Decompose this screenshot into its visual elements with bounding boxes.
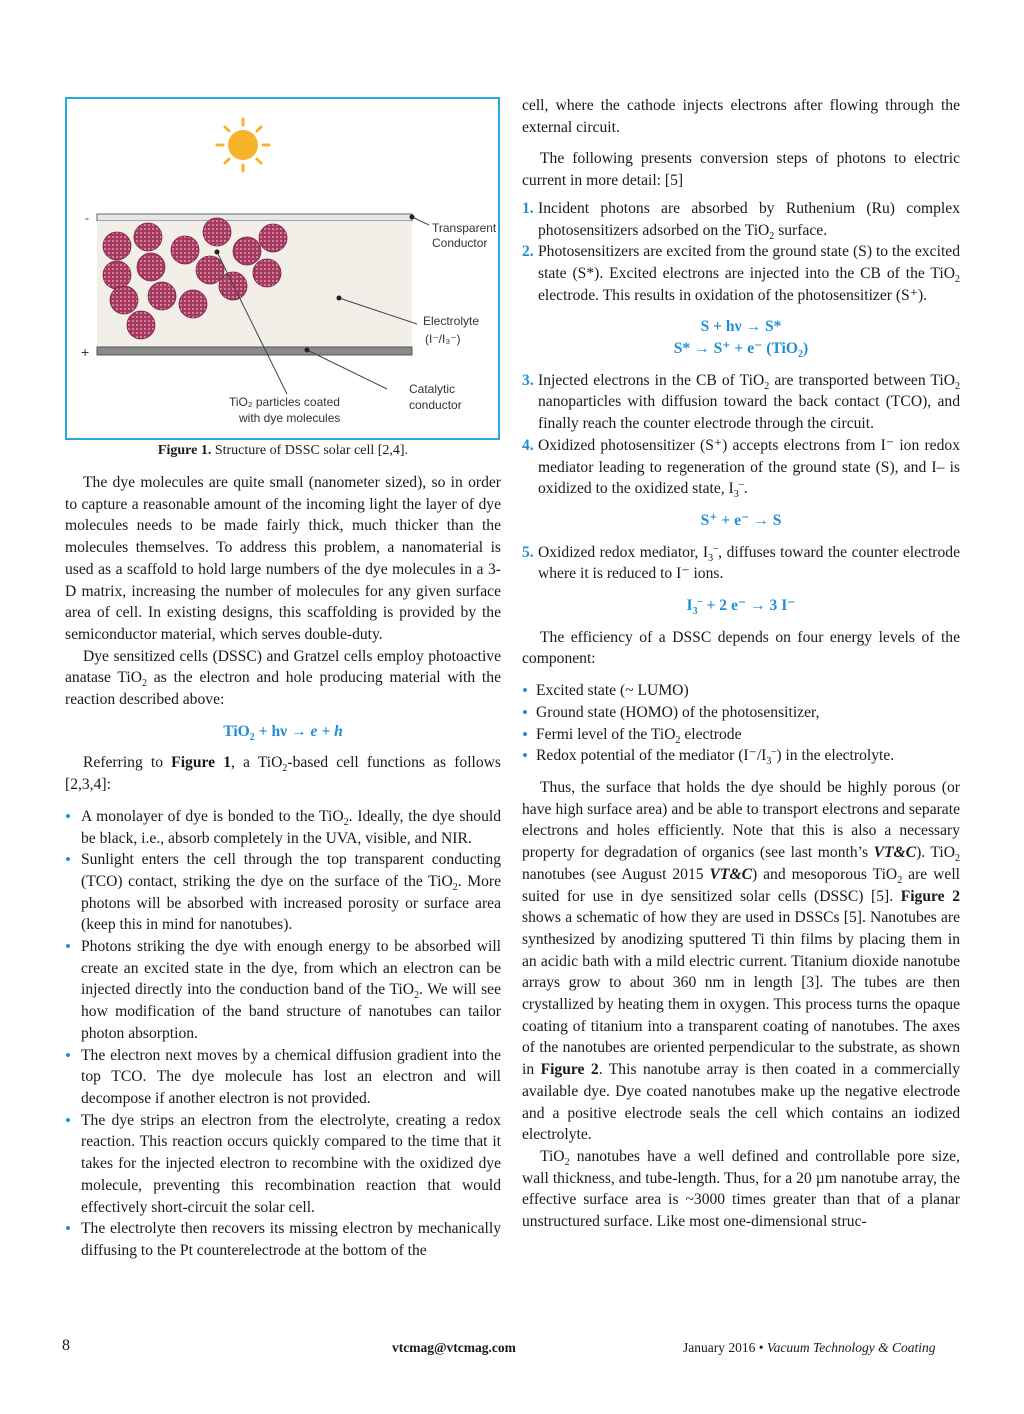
- right-column: [522, 95, 960, 1233]
- transparent-conductor-label-1: Transparent: [432, 221, 497, 235]
- list-item: • A monolayer of dye is bonded to the TiO$_2$. Ideally, the dye should be black, i.e., absorb completely in the UVA, visible, and NIR.: [65, 806, 501, 849]
- equation: S* → S⁺ + e⁻ (TiO$_2$): [673, 340, 809, 361]
- list-item: • Ground state (HOMO) of the photosensitizer,: [522, 702, 960, 724]
- list-item: • Fermi level of the TiO$_2$ electrode: [522, 724, 960, 746]
- footer-issue: January 2016 • Vacuum Technology & Coating: [683, 1340, 936, 1355]
- minus-terminal-label: -: [85, 211, 89, 225]
- paragraph: The dye molecules are quite small (nanometer sized), so in order to capture a reasonable amount of the incoming light the layer of dye molecules needs to be made fairly thick, much thicker than the molecules themselves. To address this problem, a nanomaterial is used as a scaffold to hold large numbers of the dye molecules in a 3-D matrix, increasing the number of molecules for any given surface area of cell. In existing designs, this scaffolding is provided by the semiconductor material, which serves double-duty.: [65, 474, 501, 643]
- catalytic-conductor-label-1: Catalytic: [409, 382, 456, 396]
- list-item: • Redox potential of the mediator $(I^-/I_3^-)$ in the electrolyte.: [522, 745, 960, 767]
- page-number: 8: [62, 1337, 70, 1354]
- transparent-conductor-layer: [97, 214, 412, 221]
- list-item: • The dye strips an electron from the electrolyte, creating a redox reaction. This reaction occurs quickly compared to the time that it takes for the injected electron to recombine with the oxidized dye molecule, preventing this recombination reaction that would effectively short-circuit the solar cell.: [65, 1110, 501, 1219]
- electrolyte-label: Electrolyte: [423, 314, 480, 328]
- paragraph: Dye sensitized cells (DSSC) and Gratzel cells employ photoactive anatase TiO$_2$ as the electron and hole producing material with the reaction described above:: [65, 647, 501, 709]
- left-column: [65, 472, 501, 1272]
- steps-list: [522, 198, 960, 307]
- transparent-conductor-label-2: Conductor: [432, 236, 488, 250]
- dssc-diagram: [67, 99, 498, 438]
- paragraph: The efficiency of a DSSC depends on four energy levels of the component:: [522, 628, 960, 668]
- equation: S⁺ + e⁻ → S: [700, 511, 782, 529]
- list-item: 1. Incident photons are absorbed by Ruthenium (Ru) complex photosensitizers adsorbed on the TiO$_2$ surface.: [522, 199, 960, 242]
- figure-1: [65, 97, 500, 440]
- sun-icon: [217, 119, 269, 171]
- steps-list: [522, 542, 960, 585]
- list-item: • The electron next moves by a chemical diffusion gradient into the top TCO. The dye molecule has lost an electron and will decompose if another electron is not provided.: [65, 1045, 501, 1110]
- catalytic-conductor-layer: [97, 347, 412, 355]
- equation: S + hν → S*: [700, 318, 782, 336]
- paragraph: Referring to Figure 1, a TiO$_2$-based cell functions as follows [2,3,4]:: [65, 754, 501, 794]
- equation: $I_3^- + 2$ e⁻ → 3 I⁻: [686, 595, 796, 618]
- tio2-particles-label-2: with dye molecules: [239, 411, 341, 425]
- list-item: 5. Oxidized redox mediator, $I_3^-$, diffuses toward the counter electrode where it is reduced to I⁻ ions.: [522, 542, 961, 583]
- list-item: 3. Injected electrons in the CB of TiO$_2$ are transported between TiO$_2$ nanoparticles with diffusion toward the back contact (TCO), and finally reach the counter electrode through the circuit.: [522, 371, 960, 433]
- tio2-particles-label-1: TiO₂ particles coated: [229, 395, 340, 409]
- plus-terminal-label: +: [81, 344, 90, 360]
- function-list: [65, 806, 501, 1262]
- catalytic-conductor-label-2: conductor: [409, 398, 462, 412]
- list-item: • Photons striking the dye with enough energy to be absorbed will create an excited state in the dye, from which an electron can be injected directly into the conduction band of the TiO$_2$. We will see how modification of the band structure of nanotubes can tailor photon absorption.: [65, 936, 501, 1045]
- figure-caption: Figure 1. Structure of DSSC solar cell [2,4].: [157, 443, 409, 458]
- list-item: • The electrolyte then recovers its missing electron by mechanically diffusing to the Pt counterelectrode at the bottom of the: [65, 1218, 501, 1261]
- list-item: 4. Oxidized photosensitizer (S⁺) accepts electrons from I⁻ ion redox mediator leading to regeneration of the ground state (S), and I– is oxidized to the oxidized state, $I_3^-$.: [522, 436, 960, 501]
- equation: TiO$_2$ + hν → e + h: [223, 722, 343, 743]
- paragraph: Thus, the surface that holds the dye should be highly porous (or have high surface area) and be able to transport electrons and separate electrons and holes efficiently. Note that this is also a necessary property for degradation of organics (see last month’s VT&C). TiO$_2$ nanotubes (see August 2015 VT&C) and mesoporous TiO$_2$ are well suited for use in dye sensitized solar cells (DSSC) [5]. Figure 2 shows a schematic of how they are used in DSSCs [5]. Nanotubes are synthesized by anodizing sputtered Ti thin films by placing them in an acidic bath with a mild electric current. Titanium dioxide nanotube arrays grow to about 360 nm in length [3]. The tubes are then crystallized by heating them in oxygen. This process turns the opaque coating of titanium into a transparent coating of nanotubes. The axes of the nanotubes are oriented perpendicular to the substrate, as shown in Figure 2. This nanotube array is then coated in a commercially available dye. Dye coated nanotubes make up the negative electrode and a positive electrode seals the cell which contains an iodized electrolyte.: [522, 778, 960, 1144]
- list-item: • Excited state (~ LUMO): [522, 680, 960, 702]
- paragraph: cell, where the cathode injects electrons after flowing through the external circuit.: [522, 97, 960, 136]
- paragraph: TiO$_2$ nanotubes have a well defined and controllable pore size, wall thickness, and tube-length. Thus, for a 20 µm nanotube array, the effective surface area is ~3000 times greater than that of a planar unstructured surface. Like most one-dimensional struc-: [522, 1147, 960, 1231]
- energy-levels-list: [522, 680, 960, 767]
- electrolyte-formula-label: (I⁻/I₃⁻): [425, 332, 461, 346]
- paragraph: The following presents conversion steps of photons to electric current in more detail: [5]: [522, 150, 960, 190]
- list-item: • Sunlight enters the cell through the top transparent conducting (TCO) contact, striking the dye on the surface of the TiO$_2$. More photons will be absorbed with increased porosity or surface area (keep this in mind for nanotubes).: [65, 849, 501, 936]
- list-item: 2. Photosensitizers are excited from the ground state (S) to the excited state (S*). Excited electrons are injected into the CB of the TiO$_2$ electrode. This results in oxidation of the photosensitizer (S⁺).: [522, 243, 960, 304]
- footer-email: vtcmag@vtcmag.com: [392, 1340, 516, 1355]
- steps-list: [522, 370, 960, 500]
